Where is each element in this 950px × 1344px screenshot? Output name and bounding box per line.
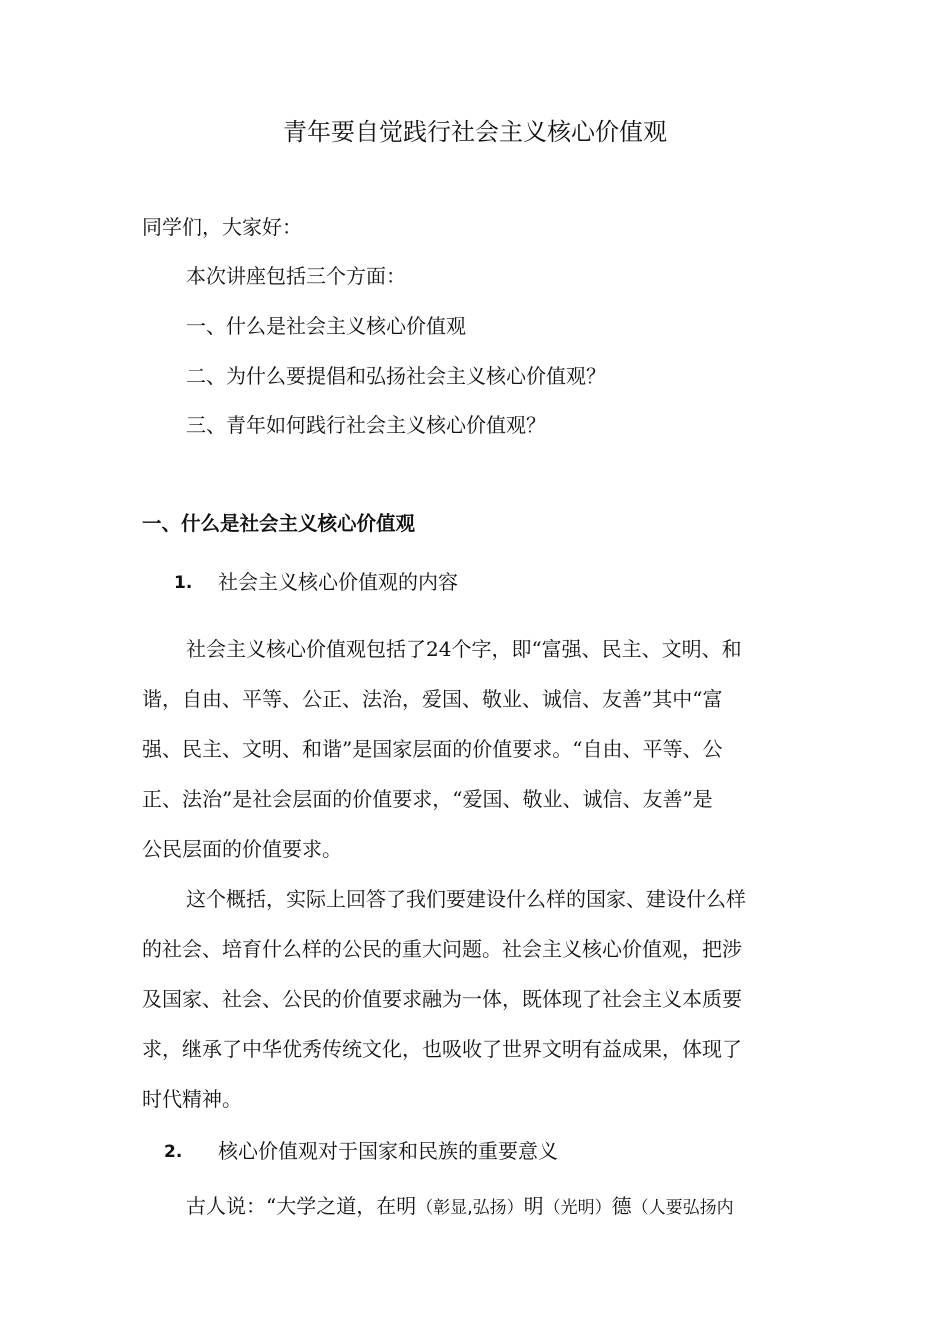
subsection-title: 核心价值观对于国家和民族的重要意义 <box>218 1139 558 1163</box>
paragraph-line: 及国家、社会、公民的价值要求融为一体，既体现了社会主义本质要 <box>142 987 742 1011</box>
greeting: 同学们，大家好： <box>142 215 302 239</box>
intro-line: 本次讲座包括三个方面： <box>186 264 406 288</box>
outline-item: 二、为什么要提倡和弘扬社会主义核心价值观？ <box>186 364 606 388</box>
paragraph-line: 公民层面的价值要求。 <box>142 837 342 861</box>
annotation: （彰显,弘扬） <box>416 1198 524 1218</box>
paragraph-line: 的社会、培育什么样的公民的重大问题。社会主义核心价值观，把涉 <box>142 937 742 961</box>
paragraph-line: 社会主义核心价值观包括了24个字，即“富强、民主、文明、和 <box>186 637 742 661</box>
annotation: （人要弘扬内 <box>631 1198 734 1218</box>
section-heading: 一、什么是社会主义核心价值观 <box>142 512 416 535</box>
quote-text: 德 <box>611 1194 632 1218</box>
paragraph-line: 正、法治”是社会层面的价值要求，“爱国、敬业、诚信、友善”是 <box>142 787 713 811</box>
outline-item: 三、青年如何践行社会主义核心价值观？ <box>186 413 546 437</box>
subsection-title: 社会主义核心价值观的内容 <box>218 570 458 594</box>
paragraph-line: 求，继承了中华优秀传统文化，也吸收了世界文明有益成果，体现了 <box>142 1037 742 1061</box>
paragraph-line: 时代精神。 <box>142 1087 242 1111</box>
annotation: （光明） <box>543 1198 612 1218</box>
outline-item: 一、什么是社会主义核心价值观 <box>186 314 466 338</box>
subsection-number: 1. <box>174 573 193 593</box>
quote-text: 古人说：“大学之道，在明 <box>186 1194 417 1218</box>
document-title: 青年要自觉践行社会主义核心价值观 <box>283 118 667 146</box>
paragraph-line <box>186 1191 832 1223</box>
paragraph-line: 谐，自由、平等、公正、法治，爱国、敬业、诚信、友善”其中“富 <box>142 687 723 711</box>
subsection-number: 2. <box>164 1142 183 1162</box>
paragraph-line: 强、民主、文明、和谐”是国家层面的价值要求。“自由、平等、公 <box>142 737 723 761</box>
paragraph-line: 这个概括，实际上回答了我们要建设什么样的国家、建设什么样 <box>186 887 746 911</box>
quote-text: 明 <box>523 1194 544 1218</box>
